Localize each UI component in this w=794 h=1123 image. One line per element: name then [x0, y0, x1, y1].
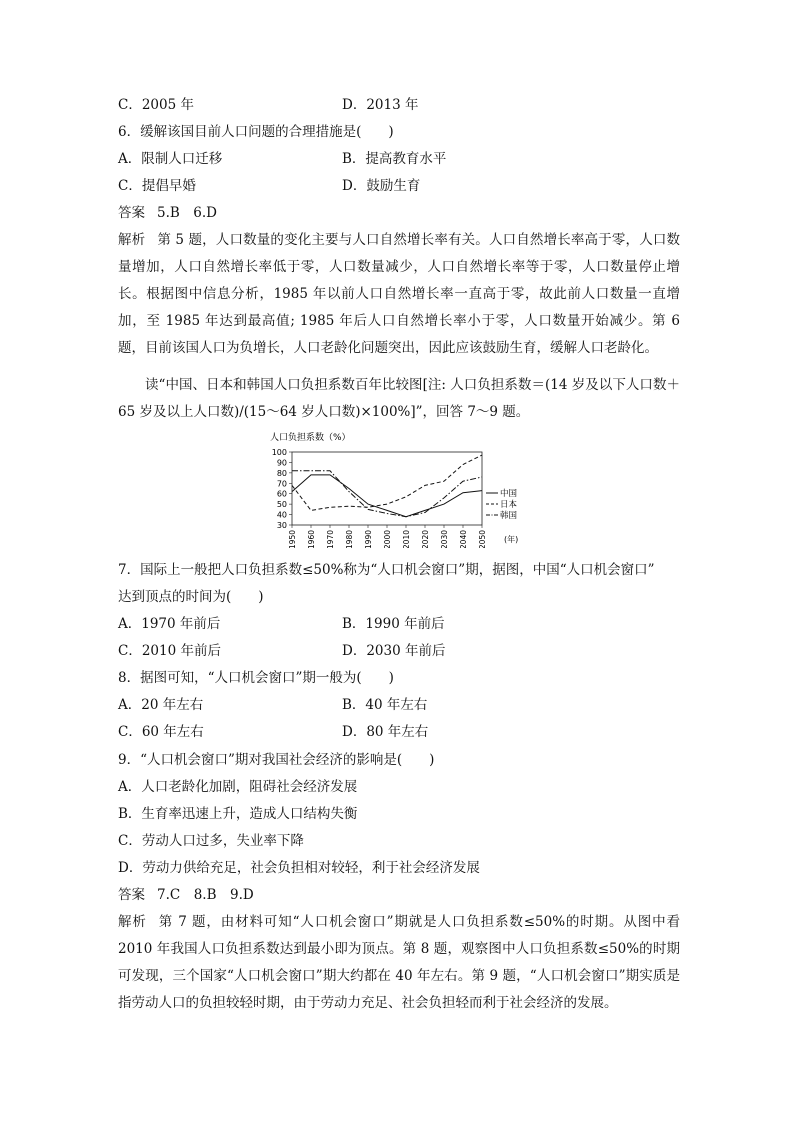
x-tick-label: 1960	[307, 530, 316, 548]
q8-option-a: A．20 年左右	[118, 697, 204, 713]
plot-frame	[292, 452, 482, 525]
q6-stem: 6．缓解该国目前人口问题的合理措施是( )	[118, 124, 394, 140]
q9-option-a: A．人口老龄化加剧，阻碍社会经济发展	[118, 779, 358, 795]
q6-option-c: C．提倡早婚	[118, 178, 196, 194]
analysis-text: 第 7 题，由材料可知“人口机会窗口”期就是人口负担系数≤50%的时期。从图中看 2010 年我国人口负担系数达到最小即为顶点。第 8 题，观察图中人口负担系数≤50%的时期可发现，三个国家“人口机会窗口”期大约都在 40 年左右。第 9 题，“人口机会窗口”期实质是指劳动人口的负担较轻时期，由于劳动力充足、社会负担轻而利于社会经济的发展。	[118, 914, 681, 1011]
q8-option-c: C．60 年左右	[118, 724, 204, 740]
legend-label: 日本	[500, 500, 518, 510]
x-tick-label: 1980	[345, 530, 354, 548]
q7-option-d: D．2030 年前后	[342, 643, 446, 659]
y-tick-label: 90	[276, 458, 287, 468]
answer-value: 7.C 8.B 9.D	[157, 887, 254, 903]
q7-option-a: A．1970 年前后	[118, 616, 221, 632]
chart-svg	[262, 430, 532, 548]
x-tick-label: 2040	[459, 530, 468, 548]
q7-option-c: C．2010 年前后	[118, 643, 221, 659]
q8-option-d: D．80 年左右	[342, 724, 429, 740]
analysis-5-6	[118, 227, 680, 362]
x-tick-label: 2050	[478, 530, 487, 548]
q5-option-c: C．2005 年	[118, 97, 194, 113]
q7-stem-line2: 达到顶点的时间为( )	[118, 589, 264, 605]
x-tick-label: 1990	[364, 530, 373, 548]
q9-option-b: B．生育率迅速上升，造成人口结构失衡	[118, 806, 358, 822]
q6-option-d: D．鼓励生育	[342, 178, 421, 194]
answer-5-6	[118, 203, 217, 223]
x-tick-label: 1970	[326, 530, 335, 548]
q9-option-d: D．劳动力供给充足，社会负担相对较轻，利于社会经济发展	[118, 860, 480, 876]
q6-option-b: B．提高教育水平	[342, 151, 447, 167]
x-tick-label: 2000	[383, 530, 392, 548]
answer-7-9	[118, 885, 254, 905]
q8-stem: 8．据图可知，“人口机会窗口”期一般为( )	[118, 670, 394, 686]
answer-label: 答案	[118, 887, 145, 903]
q9-stem: 9．“人口机会窗口”期对我国社会经济的影响是( )	[118, 752, 435, 768]
x-tick-label: 2010	[402, 530, 411, 548]
x-tick-label: 1950	[288, 530, 297, 548]
y-tick-label: 50	[276, 500, 287, 510]
x-tick-label: 2020	[421, 530, 430, 548]
y-tick-label: 40	[276, 510, 287, 520]
y-tick-label: 30	[276, 521, 287, 530]
answer-label: 答案	[118, 205, 145, 221]
x-tick-label: 2030	[440, 530, 449, 548]
q9-option-c: C．劳动人口过多，失业率下降	[118, 833, 304, 849]
dependency-ratio-chart	[262, 430, 532, 548]
analysis-label: 解析	[118, 914, 147, 930]
analysis-7-9	[118, 909, 680, 1017]
series-line-中国	[292, 475, 482, 517]
legend-label: 韩国	[500, 511, 518, 521]
series-line-韩国	[292, 471, 482, 517]
q6-option-a: A．限制人口迁移	[118, 151, 223, 167]
chart-legend	[486, 488, 518, 521]
legend-label: 中国	[500, 489, 518, 499]
chart-lines	[292, 455, 482, 517]
q7-stem-line1: 7．国际上一般把人口负担系数≤50%称为“人口机会窗口”期，据图，中国“人口机会窗口”	[118, 562, 655, 578]
intro-7-9: 读“中国、日本和韩国人口负担系数百年比较图[注: 人口负担系数＝(14 岁及以下人口数＋65 岁及以上人口数)/(15～64 岁人口数)×100%]”，回答 7～9 题。	[118, 377, 680, 420]
analysis-text: 第 5 题，人口数量的变化主要与人口自然增长率有关。人口自然增长率高于零，人口数量增加，人口自然增长率低于零，人口数量减少，人口自然增长率等于零，人口数量停止增长。根据图中信息分析，1985 年以前人口自然增长率一直高于零，故此前人口数量一直增加，至 1985 年达到最高值; 1985 年后人口自然增长率小于零，人口数量开始减少。第 6 题，目前该国人口为负增长，人口老龄化问题突出，因此应该鼓励生育，缓解人口老龄化。	[118, 232, 681, 356]
y-tick-label: 100	[271, 448, 287, 457]
q5-option-d: D．2013 年	[342, 97, 419, 113]
q7-option-b: B．1990 年前后	[342, 616, 445, 632]
series-line-日本	[292, 455, 482, 510]
y-tick-label: 80	[276, 468, 287, 478]
chart-axes	[292, 452, 482, 525]
analysis-label: 解析	[118, 232, 146, 248]
y-tick-label: 60	[276, 489, 287, 499]
chart-x-label: (年)	[504, 535, 519, 544]
answer-value: 5.B 6.D	[157, 205, 218, 221]
q8-option-b: B．40 年左右	[342, 697, 428, 713]
chart-title: 人口负担系数（%）	[270, 433, 351, 443]
y-tick-label: 70	[276, 479, 287, 489]
